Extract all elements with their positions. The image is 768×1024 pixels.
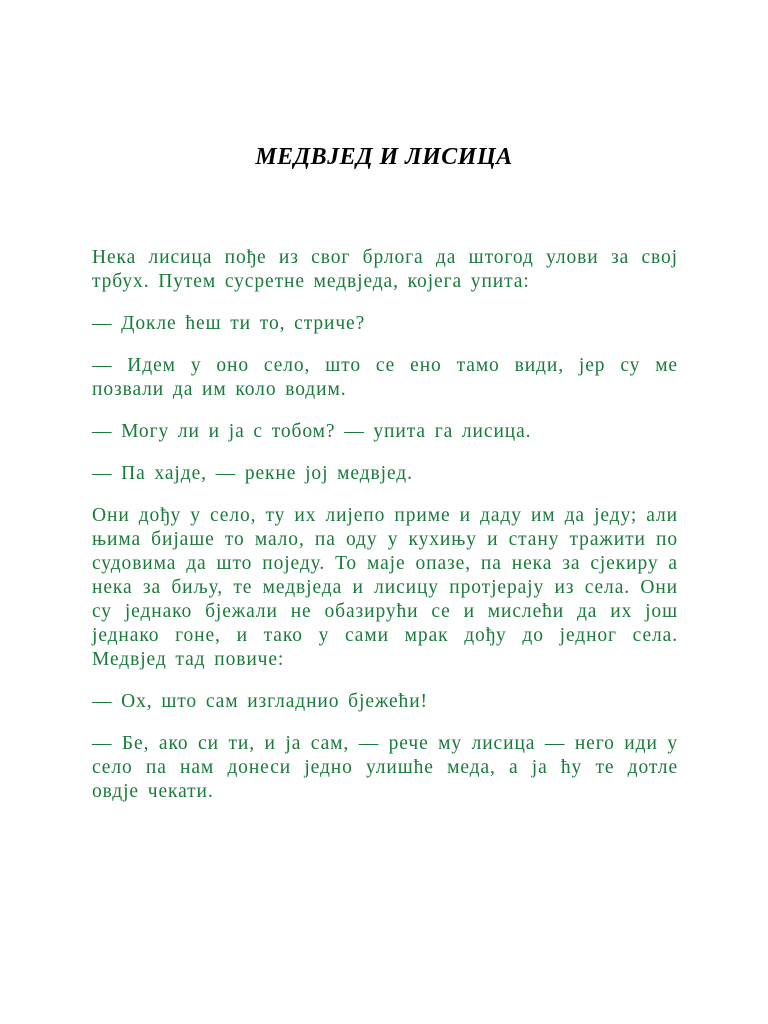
paragraph: — Па хајде, — рекне јој медвјед. xyxy=(92,463,413,484)
page-title: МЕДВЈЕД И ЛИСИЦА xyxy=(255,144,513,170)
paragraph: — Идем у оно село, што се ено тамо види, јер су ме позвали да им коло водим. xyxy=(92,355,678,400)
paragraph: — Могу ли и ја с тобом? — упита га лисица. xyxy=(92,421,532,442)
paragraph: — Ох, што сам изгладнио бјежећи! xyxy=(92,691,428,712)
paragraph: Нека лисица пођe из свог брлога да штогод улови за свој трбух. Путем сусретне медвједа, којега упита: xyxy=(92,247,678,292)
story-body xyxy=(92,246,678,822)
paragraph: — Бе, ако си ти, и ја сам, — рече му лисица — него иди у село па нам донеси једно улишће меда, а ја ћу те дотле овдје чекати. xyxy=(92,733,678,802)
paragraph: Они дођу у село, ту их лијепо приме и даду им да једу; али њима бијаше то мало, па оду у кухињу и стану тражити по судовима да што поједу. То маје опазе, па нека за сјекиру а нека за биљу, те медвједа и лисицу протјерају из села. Они су једнако бјежали не обазирући се и мислећи да их још једнако гоне, и тако у сами мрак дођу до једног села. Медвјед тад повиче: xyxy=(92,505,678,670)
paragraph: — Докле ћеш ти то, стриче? xyxy=(92,313,366,334)
